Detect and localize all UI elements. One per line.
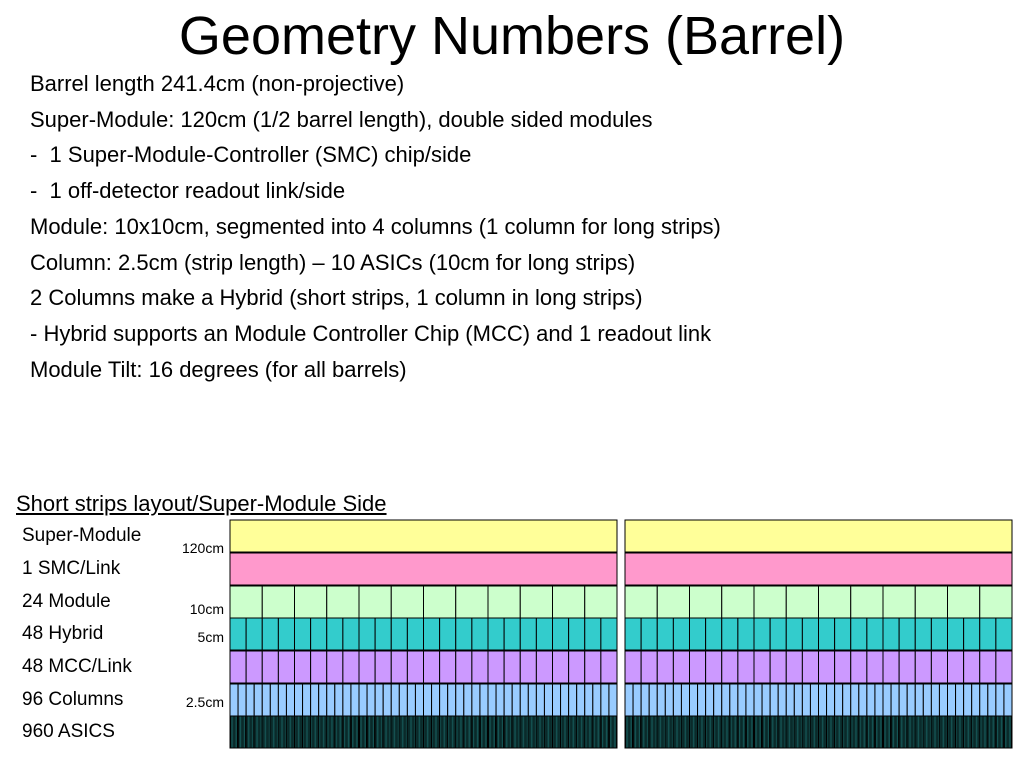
layout-cell-48-hybrid [424, 618, 440, 650]
layout-cell-48-hybrid [770, 618, 786, 650]
layout-cell-48-hybrid [754, 618, 770, 650]
page-title: Geometry Numbers (Barrel) [178, 6, 846, 66]
layout-cell-48-hybrid [673, 618, 689, 650]
layout-cell-48-hybrid [915, 618, 931, 650]
layout-cell-48-hybrid [835, 618, 851, 650]
layout-cell-48-mcc-link [786, 651, 802, 683]
layout-cell-48-mcc-link [295, 651, 311, 683]
layout-cell-24-module [424, 586, 456, 618]
layout-cell-48-mcc-link [359, 651, 375, 683]
layout-cell-24-module [359, 586, 391, 618]
row-label-asics: 960 ASICS [22, 721, 115, 742]
layout-cell-48-hybrid [786, 618, 802, 650]
layout-cell-96-columns [528, 684, 536, 716]
layout-cell-48-mcc-link [488, 651, 504, 683]
layout-cell-96-columns [561, 684, 569, 716]
layout-cell-96-columns [875, 684, 883, 716]
layout-cell-48-hybrid [641, 618, 657, 650]
layout-cell-48-hybrid [536, 618, 552, 650]
layout-cell-96-columns [601, 684, 609, 716]
layout-cell-96-columns [794, 684, 802, 716]
layout-cell-96-columns [746, 684, 754, 716]
layout-cell-48-hybrid [488, 618, 504, 650]
layout-cell-96-columns [367, 684, 375, 716]
layout-cell-48-hybrid [738, 618, 754, 650]
layout-cell-48-mcc-link [375, 651, 391, 683]
layout-cell-24-module [722, 586, 754, 618]
row-label-columns: 96 Columns [22, 689, 124, 710]
dimension-label-2-5cm: 2.5cm [185, 694, 224, 710]
layout-cell-48-mcc-link [899, 651, 915, 683]
dimension-label-5cm: 5cm [197, 629, 224, 645]
layout-cell-96-columns [915, 684, 923, 716]
layout-cell-48-hybrid [407, 618, 423, 650]
layout-cell-96-columns [706, 684, 714, 716]
layout-cell-24-module [488, 586, 520, 618]
layout-cell-48-hybrid [359, 618, 375, 650]
layout-cell-96-columns [931, 684, 939, 716]
layout-cell-48-mcc-link [931, 651, 947, 683]
layout-cell-24-module [391, 586, 423, 618]
layout-cell-super-module [625, 520, 1012, 552]
layout-cell-96-columns [391, 684, 399, 716]
layout-cell-96-columns [472, 684, 480, 716]
layout-cell-48-hybrid [883, 618, 899, 650]
layout-cell-96-columns [343, 684, 351, 716]
layout-cell-96-columns [286, 684, 294, 716]
layout-cell-48-hybrid [262, 618, 278, 650]
layout-cell-48-mcc-link [673, 651, 689, 683]
layout-cell-96-columns [722, 684, 730, 716]
layout-cell-96-columns [698, 684, 706, 716]
layout-cell-96-columns [496, 684, 504, 716]
layout-cell-48-mcc-link [601, 651, 617, 683]
layout-cell-24-module [786, 586, 818, 618]
layout-cell-48-mcc-link [980, 651, 996, 683]
layout-cell-96-columns [673, 684, 681, 716]
layout-cell-48-mcc-link [440, 651, 456, 683]
layout-cell-96-columns [948, 684, 956, 716]
layout-cell-24-module [657, 586, 689, 618]
layout-cell-96-columns [867, 684, 875, 716]
layout-cell-96-columns [488, 684, 496, 716]
layout-cell-48-mcc-link [569, 651, 585, 683]
layout-cell-48-hybrid [722, 618, 738, 650]
bullet-item: - 1 off-detector readout link/side [30, 178, 346, 204]
layout-cell-48-hybrid [585, 618, 601, 650]
layout-cell-48-mcc-link [536, 651, 552, 683]
layout-cell-96-columns [238, 684, 246, 716]
layout-cell-48-hybrid [343, 618, 359, 650]
layout-cell-24-module [230, 586, 262, 618]
layout-cell-48-hybrid [246, 618, 262, 650]
row-label-smc-link: 1 SMC/Link [22, 558, 121, 579]
layout-cell-48-hybrid [391, 618, 407, 650]
layout-cell-96-columns [375, 684, 383, 716]
layout-cell-48-hybrid [375, 618, 391, 650]
layout-cell-96-columns [399, 684, 407, 716]
layout-cell-96-columns [827, 684, 835, 716]
layout-cell-48-hybrid [327, 618, 343, 650]
layout-cell-96-columns [956, 684, 964, 716]
layout-cell-24-module [520, 586, 552, 618]
layout-cell-96-columns [456, 684, 464, 716]
layout-cell-48-mcc-link [883, 651, 899, 683]
layout-cell-48-hybrid [899, 618, 915, 650]
layout-cell-48-hybrid [964, 618, 980, 650]
layout-cell-96-columns [1004, 684, 1012, 716]
layout-cell-96-columns [335, 684, 343, 716]
layout-cell-96-columns [512, 684, 520, 716]
layout-cell-1-smc-link [625, 553, 1012, 585]
layout-cell-96-columns [295, 684, 303, 716]
layout-cell-48-mcc-link [327, 651, 343, 683]
layout-cell-48-hybrid [295, 618, 311, 650]
layout-cell-24-module [456, 586, 488, 618]
row-label-super-module: Super-Module [22, 525, 142, 546]
layout-cell-48-hybrid [504, 618, 520, 650]
layout-cell-96-columns [577, 684, 585, 716]
layout-cell-24-module [553, 586, 585, 618]
layout-cell-24-module [754, 586, 786, 618]
layout-cell-48-mcc-link [754, 651, 770, 683]
layout-cell-48-mcc-link [311, 651, 327, 683]
layout-cell-96-columns [625, 684, 633, 716]
layout-cell-96-columns [819, 684, 827, 716]
layout-cell-96-columns [593, 684, 601, 716]
layout-cell-48-hybrid [553, 618, 569, 650]
layout-cell-super-module [230, 520, 617, 552]
layout-cell-48-mcc-link [770, 651, 786, 683]
layout-cell-48-mcc-link [964, 651, 980, 683]
layout-cell-96-columns [899, 684, 907, 716]
bullet-item: - Hybrid supports an Module Controller Chip (MCC) and 1 readout link [30, 320, 712, 346]
layout-cell-48-mcc-link [641, 651, 657, 683]
layout-cell-48-hybrid [657, 618, 673, 650]
row-label-mcc-link: 48 MCC/Link [22, 656, 132, 677]
layout-cell-48-mcc-link [851, 651, 867, 683]
layout-cell-96-columns [964, 684, 972, 716]
dimension-label-10cm: 10cm [189, 601, 224, 617]
layout-cell-24-module [690, 586, 722, 618]
layout-cell-48-mcc-link [867, 651, 883, 683]
layout-cell-48-mcc-link [996, 651, 1012, 683]
layout-cell-96-columns [762, 684, 770, 716]
layout-cell-48-hybrid [625, 618, 641, 650]
dimension-label-120cm: 120cm [181, 540, 224, 556]
layout-cell-96-columns [270, 684, 278, 716]
layout-cell-96-columns [972, 684, 980, 716]
layout-cell-96-columns [770, 684, 778, 716]
row-label-hybrid: 48 Hybrid [22, 623, 104, 644]
layout-cell-48-mcc-link [722, 651, 738, 683]
layout-cell-96-columns [407, 684, 415, 716]
layout-cell-48-mcc-link [246, 651, 262, 683]
bullet-item: - 1 Super-Module-Controller (SMC) chip/side [30, 142, 472, 168]
layout-cell-24-module [883, 586, 915, 618]
layout-cell-48-hybrid [996, 618, 1012, 650]
layout-cell-96-columns [569, 684, 577, 716]
bullet-item: Column: 2.5cm (strip length) – 10 ASICs (10cm for long strips) [30, 249, 636, 275]
layout-cell-96-columns [681, 684, 689, 716]
layout-cell-96-columns [891, 684, 899, 716]
layout-cell-96-columns [230, 684, 238, 716]
layout-cell-48-hybrid [931, 618, 947, 650]
layout-cell-96-columns [778, 684, 786, 716]
layout-cell-48-hybrid [520, 618, 536, 650]
layout-cell-24-module [295, 586, 327, 618]
layout-cell-96-columns [802, 684, 810, 716]
layout-cell-96-columns [440, 684, 448, 716]
layout-cell-48-hybrid [278, 618, 294, 650]
layout-cell-96-columns [278, 684, 286, 716]
layout-cell-96-columns [246, 684, 254, 716]
layout-cell-24-module [851, 586, 883, 618]
layout-cell-96-columns [609, 684, 617, 716]
layout-cell-48-mcc-link [278, 651, 294, 683]
layout-cell-96-columns [923, 684, 931, 716]
layout-cell-96-columns [641, 684, 649, 716]
layout-cell-96-columns [520, 684, 528, 716]
layout-cell-48-mcc-link [230, 651, 246, 683]
layout-cell-48-mcc-link [407, 651, 423, 683]
layout-cell-96-columns [319, 684, 327, 716]
layout-cell-48-mcc-link [504, 651, 520, 683]
layout-cell-96-columns [810, 684, 818, 716]
layout-cell-96-columns [585, 684, 593, 716]
bullet-item: Module: 10x10cm, segmented into 4 columns (1 column for long strips) [30, 213, 721, 239]
layout-cell-48-hybrid [472, 618, 488, 650]
layout-cell-96-columns [843, 684, 851, 716]
layout-cell-96-columns [553, 684, 561, 716]
layout-cell-96-columns [980, 684, 988, 716]
layout-cell-96-columns [311, 684, 319, 716]
layout-cell-96-columns [254, 684, 262, 716]
layout-cell-48-mcc-link [520, 651, 536, 683]
layout-cell-48-mcc-link [835, 651, 851, 683]
bullet-item: Barrel length 241.4cm (non-projective) [30, 71, 405, 96]
layout-cell-96-columns [730, 684, 738, 716]
layout-cell-96-columns [464, 684, 472, 716]
layout-cell-96-columns [303, 684, 311, 716]
layout-cell-48-hybrid [230, 618, 246, 650]
layout-cell-48-hybrid [819, 618, 835, 650]
layout-cell-48-mcc-link [819, 651, 835, 683]
layout-cell-96-columns [480, 684, 488, 716]
row-label-module: 24 Module [22, 591, 111, 612]
layout-cell-48-mcc-link [391, 651, 407, 683]
layout-cell-96-columns [415, 684, 423, 716]
layout-cell-96-columns [657, 684, 665, 716]
layout-cell-96-columns [786, 684, 794, 716]
layout-cell-96-columns [536, 684, 544, 716]
layout-cell-96-columns [665, 684, 673, 716]
bullet-item: Module Tilt: 16 degrees (for all barrels) [30, 356, 407, 382]
layout-cell-96-columns [351, 684, 359, 716]
layout-cell-96-columns [424, 684, 432, 716]
layout-cell-96-columns [883, 684, 891, 716]
layout-cell-48-hybrid [851, 618, 867, 650]
layout-cell-1-smc-link [230, 553, 617, 585]
layout-cell-96-columns [383, 684, 391, 716]
layout-cell-24-module [819, 586, 851, 618]
layout-cell-48-hybrid [980, 618, 996, 650]
layout-cell-48-hybrid [706, 618, 722, 650]
layout-cell-48-mcc-link [802, 651, 818, 683]
layout-cell-48-hybrid [948, 618, 964, 650]
bullet-item: Super-Module: 120cm (1/2 barrel length), double sided modules [30, 106, 653, 132]
layout-cell-96-columns [649, 684, 657, 716]
layout-cell-48-mcc-link [690, 651, 706, 683]
layout-cell-48-mcc-link [553, 651, 569, 683]
layout-cell-48-hybrid [802, 618, 818, 650]
layout-cell-96-columns [996, 684, 1004, 716]
layout-cell-48-hybrid [440, 618, 456, 650]
layout-cell-96-columns [633, 684, 641, 716]
layout-cell-48-mcc-link [625, 651, 641, 683]
layout-cell-96-columns [327, 684, 335, 716]
layout-cell-96-columns [714, 684, 722, 716]
layout-cell-96-columns [939, 684, 947, 716]
layout-cell-96-columns [859, 684, 867, 716]
layout-cell-96-columns [432, 684, 440, 716]
layout-cell-24-module [980, 586, 1012, 618]
layout-cell-24-module [948, 586, 980, 618]
layout-cell-48-hybrid [311, 618, 327, 650]
layout-cell-96-columns [359, 684, 367, 716]
layout-cell-48-hybrid [601, 618, 617, 650]
layout-cell-96-columns [907, 684, 915, 716]
layout-title: Short strips layout/Super-Module Side [16, 491, 387, 516]
layout-cell-96-columns [262, 684, 270, 716]
layout-cell-96-columns [754, 684, 762, 716]
layout-cell-48-mcc-link [424, 651, 440, 683]
layout-cell-24-module [625, 586, 657, 618]
layout-cell-96-columns [851, 684, 859, 716]
layout-cell-48-mcc-link [915, 651, 931, 683]
layout-cell-96-columns [835, 684, 843, 716]
layout-cell-96-columns [544, 684, 552, 716]
layout-cell-24-module [915, 586, 947, 618]
layout-cell-24-module [327, 586, 359, 618]
layout-cell-48-hybrid [867, 618, 883, 650]
layout-cell-48-hybrid [569, 618, 585, 650]
layout-cell-48-mcc-link [948, 651, 964, 683]
layout-cell-48-mcc-link [343, 651, 359, 683]
bullet-item: 2 Columns make a Hybrid (short strips, 1 column in long strips) [30, 285, 643, 311]
layout-cell-48-mcc-link [738, 651, 754, 683]
layout-cell-48-mcc-link [657, 651, 673, 683]
layout-cell-48-hybrid [690, 618, 706, 650]
layout-cell-96-columns [690, 684, 698, 716]
layout-cell-48-mcc-link [472, 651, 488, 683]
layout-cell-96-columns [988, 684, 996, 716]
layout-cell-48-mcc-link [456, 651, 472, 683]
layout-cell-48-hybrid [456, 618, 472, 650]
layout-cell-96-columns [504, 684, 512, 716]
layout-cell-96-columns [448, 684, 456, 716]
layout-cell-48-mcc-link [262, 651, 278, 683]
layout-cell-24-module [262, 586, 294, 618]
layout-cell-48-mcc-link [706, 651, 722, 683]
layout-cell-96-columns [738, 684, 746, 716]
layout-cell-24-module [585, 586, 617, 618]
layout-cell-48-mcc-link [585, 651, 601, 683]
